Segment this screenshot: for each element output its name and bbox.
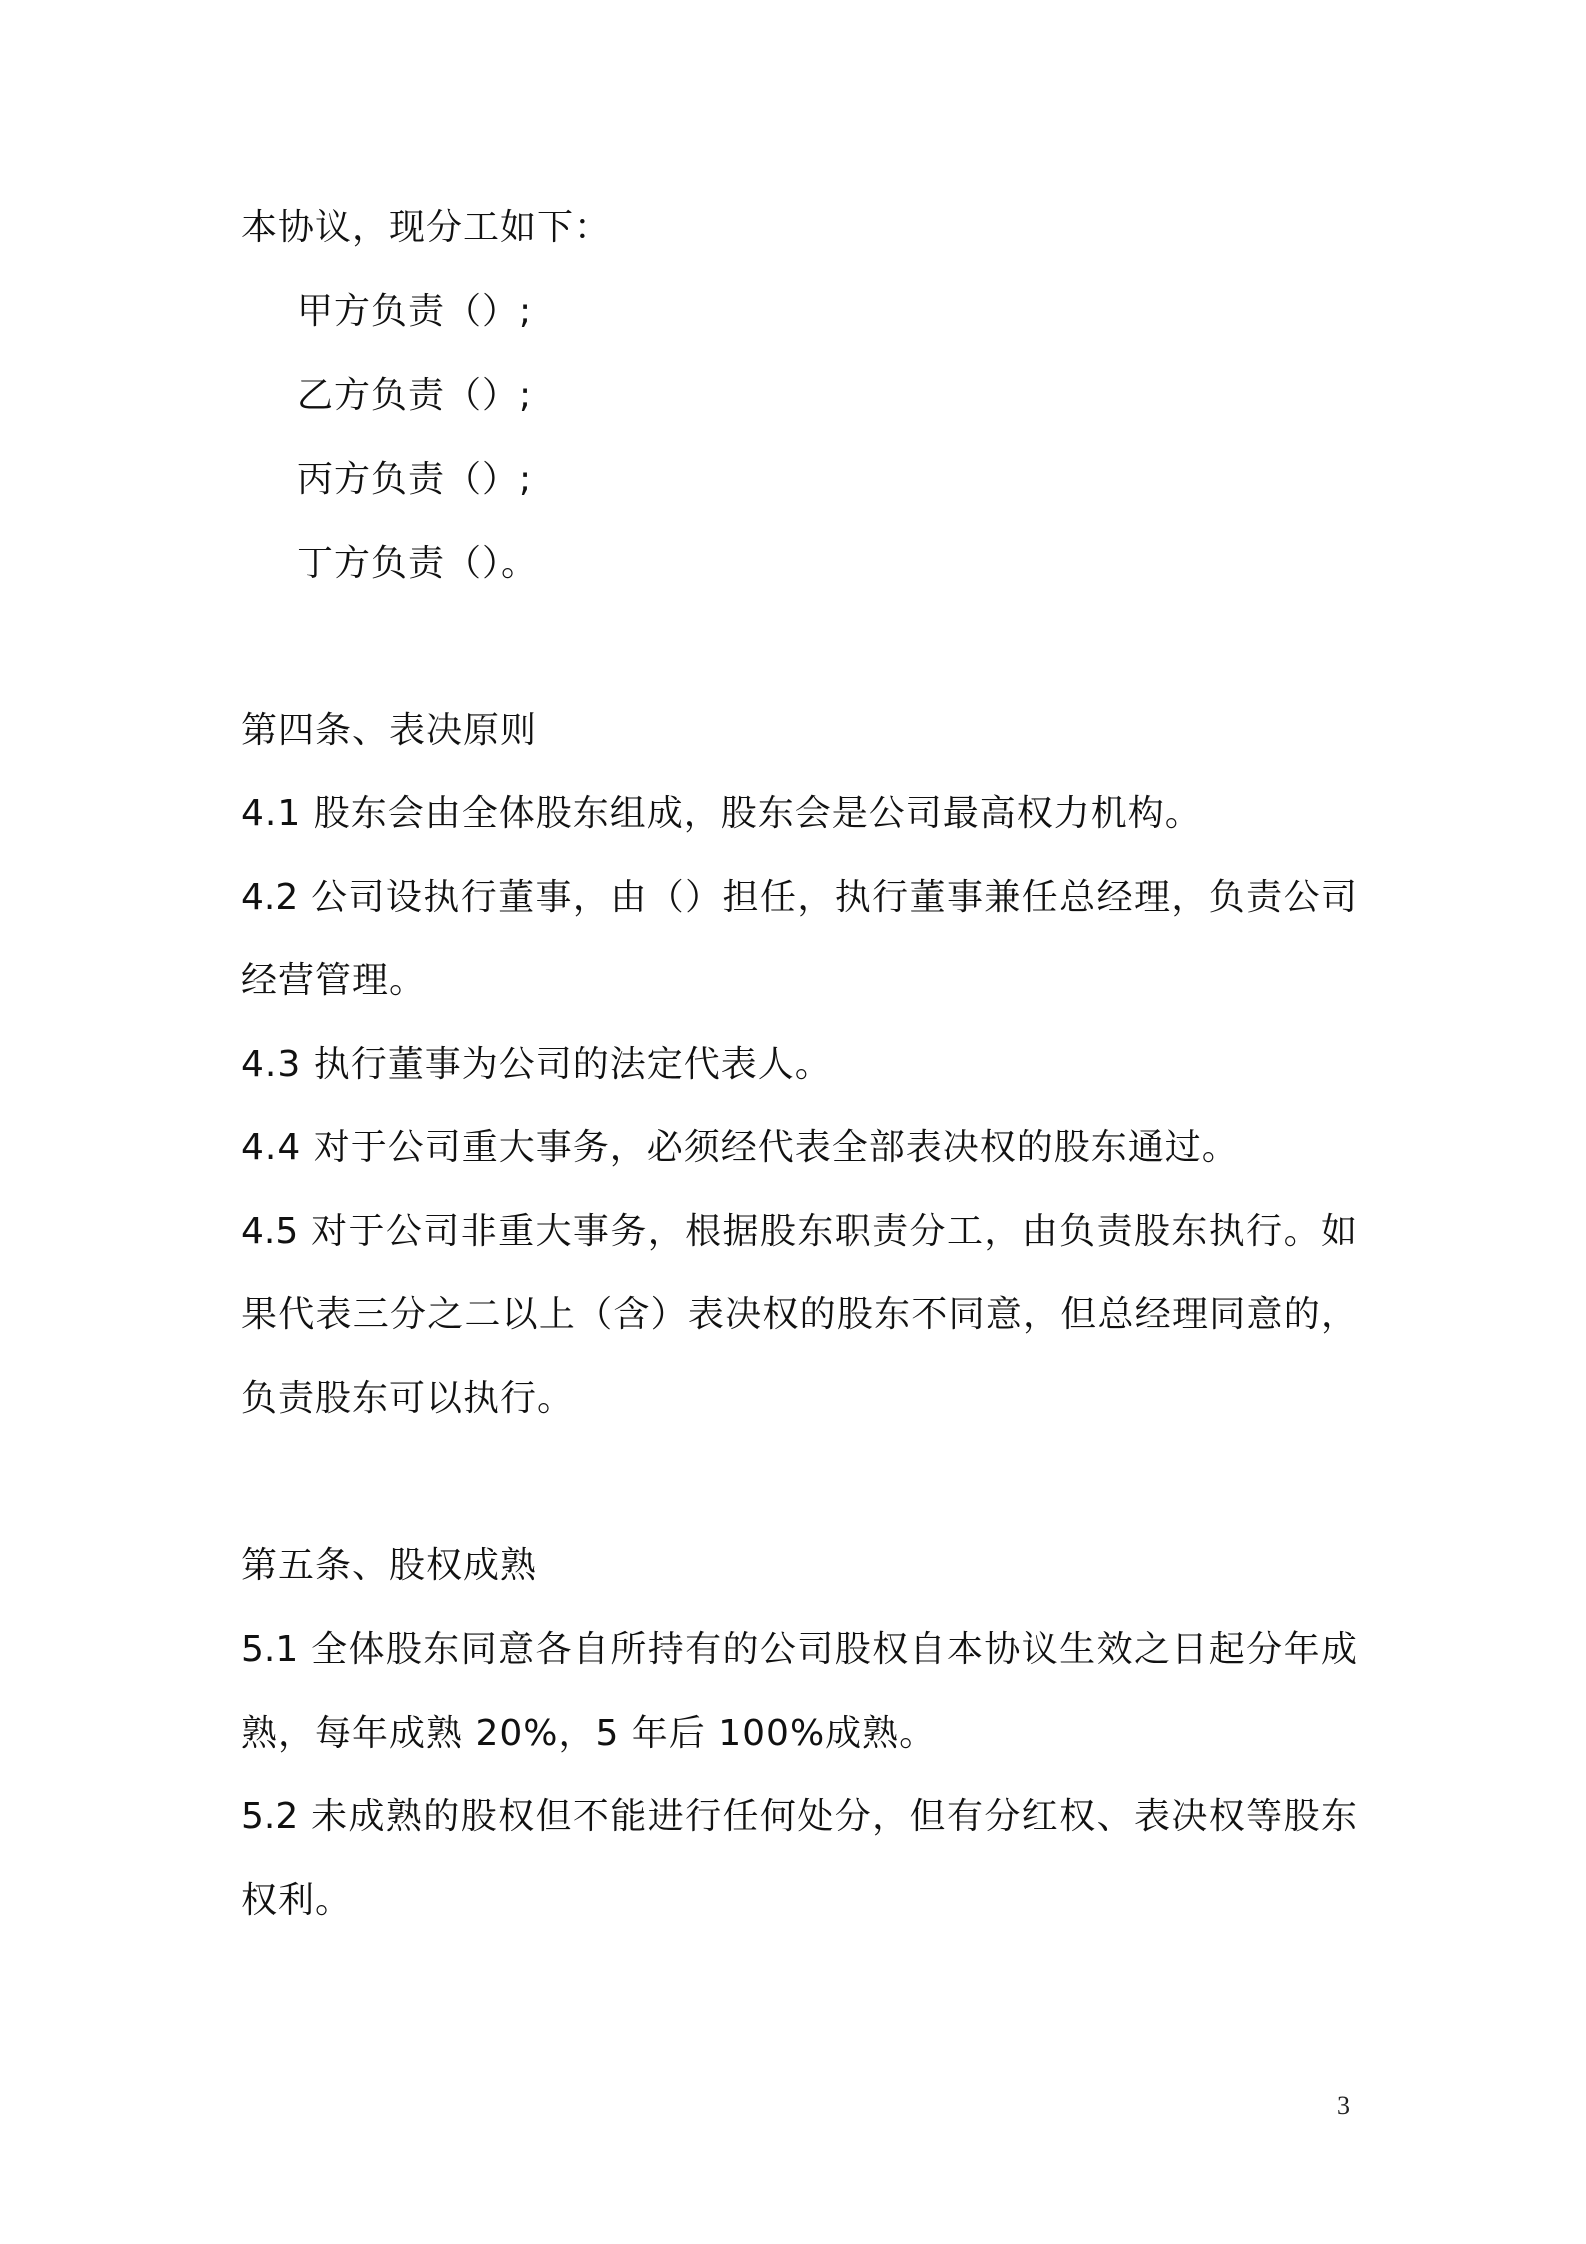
article-4-clause-4: 4.4 对于公司重大事务，必须经代表全部表决权的股东通过。: [241, 1127, 1239, 1168]
duty-item-yi: 乙方负责（）;: [297, 375, 533, 416]
article-4-clause-3: 4.3 执行董事为公司的法定代表人。: [241, 1044, 832, 1085]
article-5-clause-2-line-1: 5.2 未成熟的股权但不能进行任何处分，但有分红权、表决权等股东: [241, 1796, 1357, 1837]
duty-item-bing: 丙方负责（）;: [297, 459, 533, 500]
article-4-clause-5-line-3: 负责股东可以执行。: [241, 1378, 575, 1419]
article-4-clause-5-line-1: 4.5 对于公司非重大事务，根据股东职责分工，由负责股东执行。如: [241, 1211, 1357, 1252]
article-4-clause-2-line-1: 4.2 公司设执行董事，由（）担任，执行董事兼任总经理，负责公司: [241, 877, 1357, 918]
duty-item-ding: 丁方负责（）。: [297, 543, 539, 584]
article-4-clause-5-line-2: 果代表三分之二以上（含）表决权的股东不同意，但总经理同意的，: [241, 1294, 1357, 1335]
article-5-clause-1-line-2: 熟，每年成熟 20%，5 年后 100%成熟。: [241, 1713, 937, 1754]
duty-item-jia: 甲方负责（）;: [297, 291, 533, 332]
article-4-clause-1: 4.1 股东会由全体股东组成，股东会是公司最高权力机构。: [241, 793, 1202, 834]
page-number: 3: [1337, 2091, 1350, 2120]
article-4-clause-2-line-2: 经营管理。: [241, 960, 427, 1001]
article-5-heading: 第五条、股权成熟: [241, 1545, 538, 1586]
article-4-heading: 第四条、表决原则: [241, 710, 538, 751]
article-5-clause-1-line-1: 5.1 全体股东同意各自所持有的公司股权自本协议生效之日起分年成: [241, 1629, 1357, 1670]
article-5-clause-2-line-2: 权利。: [241, 1880, 353, 1921]
intro-line: 本协议，现分工如下：: [241, 207, 612, 248]
